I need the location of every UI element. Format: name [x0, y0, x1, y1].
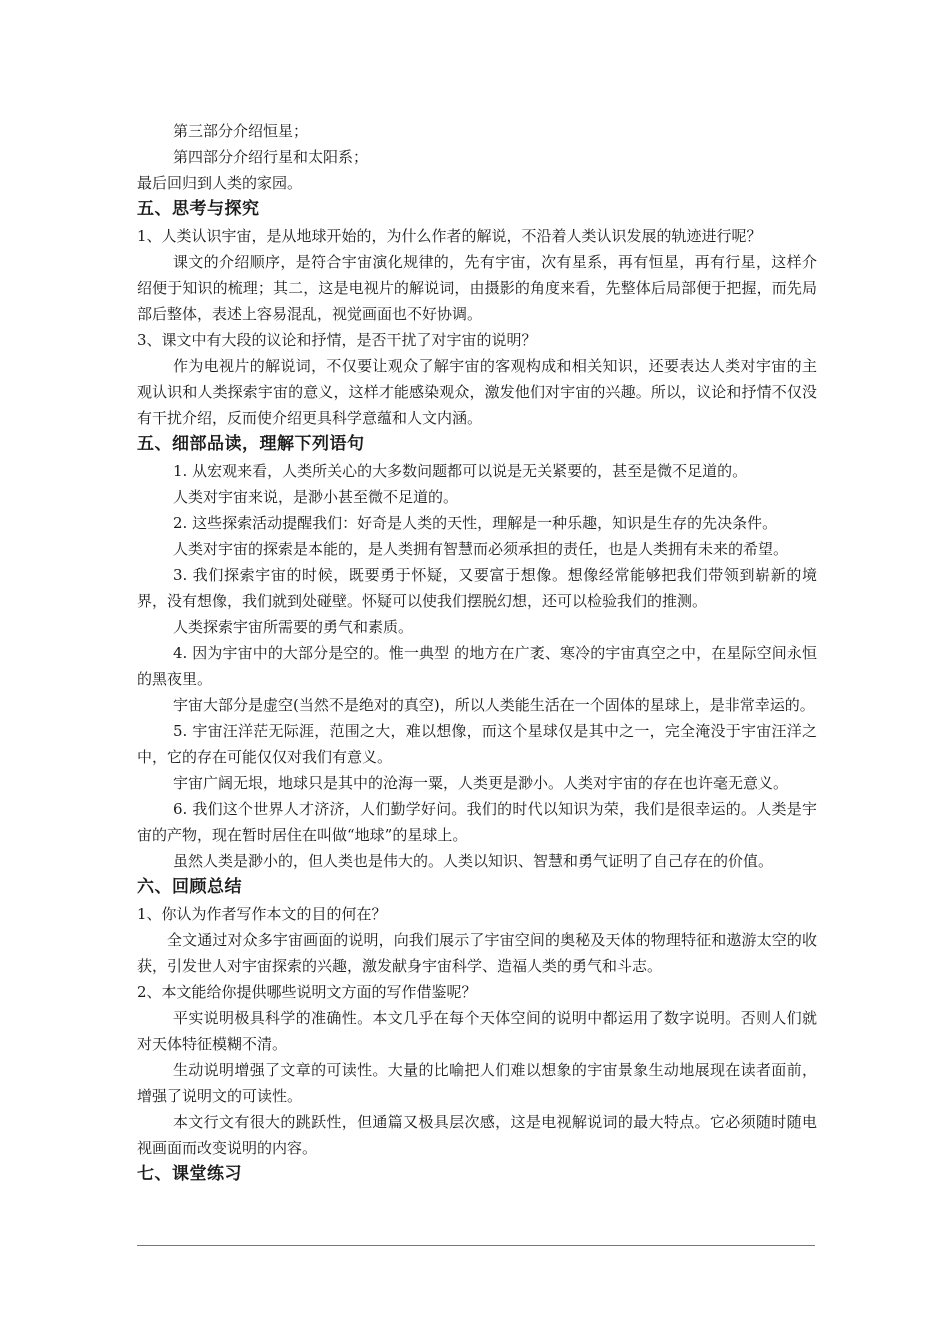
detail-explain-5: 宇宙广阔无垠，地球只是其中的沧海一粟，人类更是渺小。人类对宇宙的存在也许毫无意义。 [173, 774, 789, 792]
page-divider [137, 1245, 815, 1246]
review-question-2: 2、本文能给你提供哪些说明文方面的写作借鉴呢？ [137, 983, 477, 1001]
review-answer-2-para-2: 生动说明增强了文章的可读性。大量的比喻把人们难以想象的宇宙景象生动地展现在读者面前，增强了说明文的可读性。 [137, 1061, 817, 1105]
detail-explain-3: 人类探索宇宙所需要的勇气和素质。 [173, 618, 414, 636]
detail-explain-6: 虽然人类是渺小的，但人类也是伟大的。人类以知识、智慧和勇气证明了自己存在的价值。 [173, 852, 774, 870]
detail-quote-3: 3. 我们探索宇宙的时候，既要勇于怀疑，又要富于想像。想像经常能够把我们带领到崭新的境界，没有想像，我们就到处碰壁。怀疑可以使我们摆脱幻想，还可以检验我们的推测。 [137, 566, 817, 610]
answer-3: 作为电视片的解说词，不仅要让观众了解宇宙的客观构成和相关知识，还要表达人类对宇宙的主观认识和人类探索宇宙的意义，这样才能感染观众，激发他们对宇宙的兴趣。所以，议论和抒情不仅没有干扰介绍，反而使介绍更具科学意蕴和人文内涵。 [137, 357, 817, 427]
review-answer-1: 全文通过对众多宇宙画面的说明，向我们展示了宇宙空间的奥秘及天体的物理特征和遨游太空的收获，引发世人对宇宙探索的兴趣，激发献身宇宙科学、造福人类的勇气和斗志。 [137, 931, 817, 975]
detail-quote-1: 1. 从宏观来看，人类所关心的大多数问题都可以说是无关紧要的，甚至是微不足道的。 [173, 462, 748, 480]
answer-1: 课文的介绍顺序，是符合宇宙演化规律的，先有宇宙，次有星系，再有恒星，再有行星，这样介绍便于知识的梳理；其二，这是电视片的解说词，由摄影的角度来看，先整体后局部便于把握，而先局部后整体，表述上容易混乱，视觉画面也不好协调。 [137, 253, 817, 323]
intro-line-4: 第四部分介绍行星和太阳系； [173, 148, 369, 166]
detail-explain-2: 人类对宇宙的探索是本能的，是人类拥有智慧而必须承担的责任，也是人类拥有未来的希望。 [173, 540, 789, 558]
intro-line-final: 最后回归到人类的家园。 [137, 174, 303, 192]
section-heading-practice: 七、课堂练习 [137, 1164, 242, 1184]
section-heading-think: 五、思考与探究 [137, 199, 260, 219]
detail-quote-5: 5. 宇宙汪洋茫无际涯，范围之大，难以想像，而这个星球仅是其中之一，完全淹没于宇宙汪洋之中，它的存在可能仅仅对我们有意义。 [137, 722, 817, 766]
document-body [137, 118, 817, 1188]
question-3: 3、课文中有大段的议论和抒情，是否干扰了对宇宙的说明？ [137, 331, 537, 349]
review-answer-2-para-1: 平实说明极具科学的准确性。本文几乎在每个天体空间的说明中都运用了数字说明。否则人们就对天体特征模糊不清。 [137, 1009, 817, 1053]
review-answer-2-para-3: 本文行文有很大的跳跃性，但通篇又极具层次感，这是电视解说词的最大特点。它必须随时随电视画面而改变说明的内容。 [137, 1113, 817, 1157]
section-heading-review: 六、回顾总结 [137, 877, 242, 897]
detail-explain-1: 人类对宇宙来说，是渺小甚至微不足道的。 [173, 488, 459, 506]
detail-quote-2: 2. 这些探索活动提醒我们：好奇是人类的天性，理解是一种乐趣，知识是生存的先决条件。 [173, 514, 778, 532]
detail-quote-4: 4. 因为宇宙中的大部分是空的。惟一典型 的地方在广袤、寒冷的宇宙真空之中，在星际空间永恒的黑夜里。 [137, 644, 817, 688]
section-heading-detail: 五、细部品读，理解下列语句 [137, 434, 365, 454]
review-question-1: 1、你认为作者写作本文的目的何在？ [137, 905, 387, 923]
intro-line-3: 第三部分介绍恒星； [173, 122, 309, 140]
detail-quote-6: 6. 我们这个世界人才济济，人们勤学好问。我们的时代以知识为荣，我们是很幸运的。人类是宇宙的产物，现在暂时居住在叫做“地球”的星球上。 [137, 800, 817, 844]
question-1: 1、人类认识宇宙，是从地球开始的，为什么作者的解说，不沿着人类认识发展的轨迹进行呢？ [137, 227, 762, 245]
detail-explain-4: 宇宙大部分是虚空(当然不是绝对的真空)，所以人类能生活在一个固体的星球上，是非常幸运的。 [173, 696, 815, 714]
